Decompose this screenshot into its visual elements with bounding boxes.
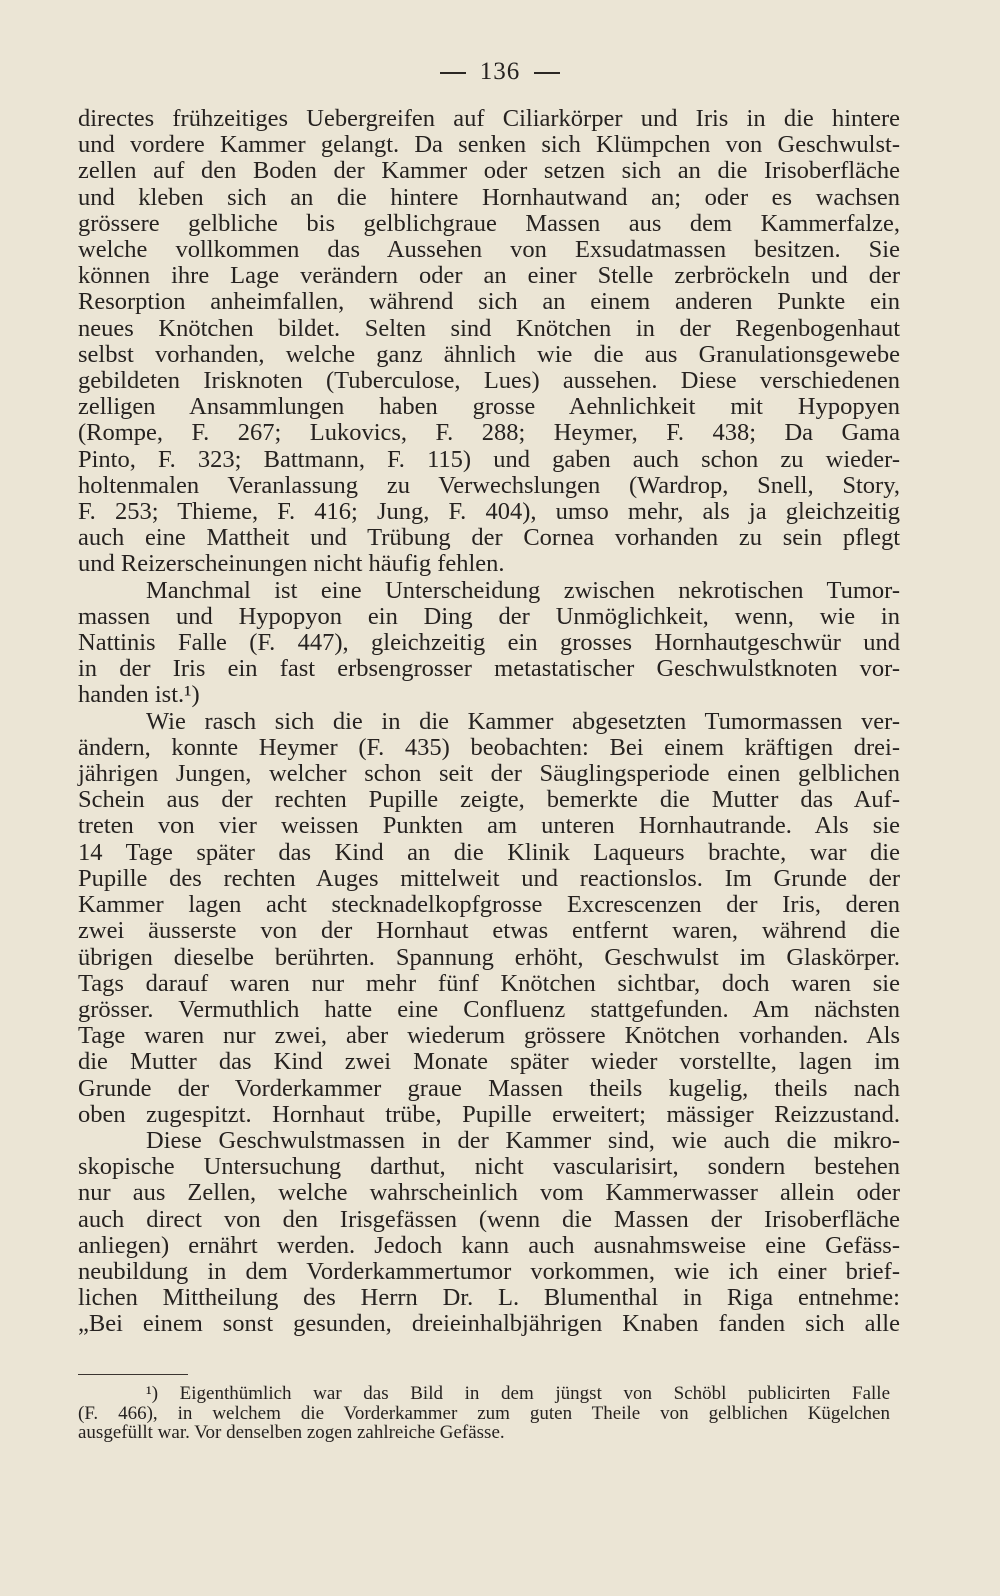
body-line: treten von vier weissen Punkten am unteren Hornhautrande. Als sie	[78, 812, 900, 840]
body-line: zelligen Ansammlungen haben grosse Aehnlichkeit mit Hypopyen	[78, 393, 900, 421]
body-line: in der Iris ein fast erbsengrosser metastatischer Geschwulstknoten vor-	[78, 655, 900, 683]
body-line: Manchmal ist eine Unterscheidung zwischen nekrotischen Tumor-	[146, 576, 900, 604]
body-line: Pinto, F. 323; Battmann, F. 115) und gaben auch schon zu wieder-	[78, 445, 900, 473]
page-number: 136	[479, 58, 521, 85]
body-line: Diese Geschwulstmassen in der Kammer sind, wie auch die mikro-	[146, 1126, 900, 1154]
page-header	[0, 58, 1000, 86]
body-text	[78, 106, 900, 1338]
body-line: nur aus Zellen, welche wahrscheinlich vom Kammerwasser allein oder	[78, 1179, 900, 1207]
footnotes	[78, 1384, 890, 1443]
body-line: skopische Untersuchung darthut, nicht vascularisirt, sondern bestehen	[78, 1153, 900, 1181]
body-line: massen und Hypopyon ein Ding der Unmöglichkeit, wenn, wie in	[78, 602, 900, 630]
body-line: directes frühzeitiges Uebergreifen auf Ciliarkörper und Iris in die hintere	[78, 105, 900, 132]
footnote-line: (F. 466), in welchem die Vorderkammer zum guten Theile von gelblichen Kügelchen	[78, 1402, 890, 1424]
body-line: „Bei einem sonst gesunden, dreieinhalbjährigen Knaben fanden sich alle	[78, 1310, 900, 1338]
body-line: Tags darauf waren nur mehr fünf Knötchen sichtbar, doch waren sie	[78, 969, 900, 997]
body-line: anliegen) ernährt werden. Jedoch kann auch ausnahmsweise eine Gefäss-	[78, 1231, 900, 1259]
body-line: grössere gelbliche bis gelblichgraue Massen aus dem Kammerfalze,	[78, 209, 900, 237]
body-line: die Mutter das Kind zwei Monate später wieder vorstellte, lagen im	[78, 1048, 900, 1076]
body-line: Kammer lagen acht stecknadelkopfgrosse Excrescenzen der Iris, deren	[78, 891, 900, 919]
body-line: zwei äusserste von der Hornhaut etwas entfernt waren, während die	[78, 917, 900, 945]
body-line: Tage waren nur zwei, aber wiederum grössere Knötchen vorhanden. Als	[78, 1022, 900, 1050]
body-line: Grunde der Vorderkammer graue Massen theils kugelig, theils nach	[78, 1074, 900, 1102]
body-line: und kleben sich an die hintere Hornhautwand an; oder es wachsen	[78, 183, 900, 211]
body-line: und Reizerscheinungen nicht häufig fehlen.	[78, 550, 505, 578]
body-line: Pupille des rechten Auges mittelweit und reactionslos. Im Grunde der	[78, 864, 900, 892]
body-line: Wie rasch sich die in die Kammer abgesetzten Tumormassen ver-	[146, 707, 900, 735]
body-line: neubildung in dem Vorderkammertumor vorkommen, wie ich einer brief-	[78, 1257, 900, 1285]
footnote-line: ¹) Eigenthümlich war das Bild in dem jüngst von Schöbl publicirten Falle	[146, 1383, 890, 1404]
footnote-line: ausgefüllt war. Vor denselben zogen zahlreiche Gefässe.	[78, 1422, 505, 1443]
header-dash-left	[440, 72, 466, 74]
body-line: Resorption anheimfallen, während sich an einem anderen Punkte ein	[78, 288, 900, 316]
body-line: oben zugespitzt. Hornhaut trübe, Pupille erweitert; mässiger Reizzustand.	[78, 1100, 900, 1128]
body-line: holtenmalen Veranlassung zu Verwechslungen (Wardrop, Snell, Story,	[78, 471, 900, 499]
body-line: ändern, konnte Heymer (F. 435) beobachten: Bei einem kräftigen drei-	[78, 733, 900, 761]
body-line: lichen Mittheilung des Herrn Dr. L. Blumenthal in Riga entnehme:	[78, 1284, 900, 1312]
body-line: neues Knötchen bildet. Selten sind Knötchen in der Regenbogenhaut	[78, 314, 900, 342]
body-line: auch direct von den Irisgefässen (wenn die Massen der Irisoberfläche	[78, 1205, 900, 1233]
header-dash-right	[534, 72, 560, 74]
body-line: auch eine Mattheit und Trübung der Cornea vorhanden zu sein pflegt	[78, 524, 900, 552]
body-line: Nattinis Falle (F. 447), gleichzeitig ein grosses Hornhautgeschwür und	[78, 629, 900, 657]
body-line: F. 253; Thieme, F. 416; Jung, F. 404), umso mehr, als ja gleichzeitig	[78, 498, 900, 526]
body-line: Schein aus der rechten Pupille zeigte, bemerkte die Mutter das Auf-	[78, 786, 900, 814]
body-line: handen ist.¹)	[78, 681, 200, 709]
body-line: welche vollkommen das Aussehen von Exsudatmassen besitzen. Sie	[78, 236, 900, 264]
body-line: (Rompe, F. 267; Lukovics, F. 288; Heymer, F. 438; Da Gama	[78, 419, 900, 447]
body-line: übrigen dieselbe berührten. Spannung erhöht, Geschwulst im Glaskörper.	[78, 943, 900, 971]
body-line: 14 Tage später das Kind an die Klinik Laqueurs brachte, war die	[78, 838, 900, 866]
body-line: zellen auf den Boden der Kammer oder setzen sich an die Irisoberfläche	[78, 157, 900, 185]
body-line: selbst vorhanden, welche ganz ähnlich wie die aus Granulationsgewebe	[78, 340, 900, 368]
body-line: können ihre Lage verändern oder an einer Stelle zerbröckeln und der	[78, 262, 900, 290]
body-line: grösser. Vermuthlich hatte eine Confluenz stattgefunden. Am nächsten	[78, 995, 900, 1023]
footnote-divider	[78, 1374, 188, 1375]
body-line: jährigen Jungen, welcher schon seit der Säuglingsperiode einen gelblichen	[78, 760, 900, 788]
body-line: gebildeten Irisknoten (Tuberculose, Lues) aussehen. Diese verschiedenen	[78, 367, 900, 395]
body-line: und vordere Kammer gelangt. Da senken sich Klümpchen von Geschwulst-	[78, 131, 900, 159]
